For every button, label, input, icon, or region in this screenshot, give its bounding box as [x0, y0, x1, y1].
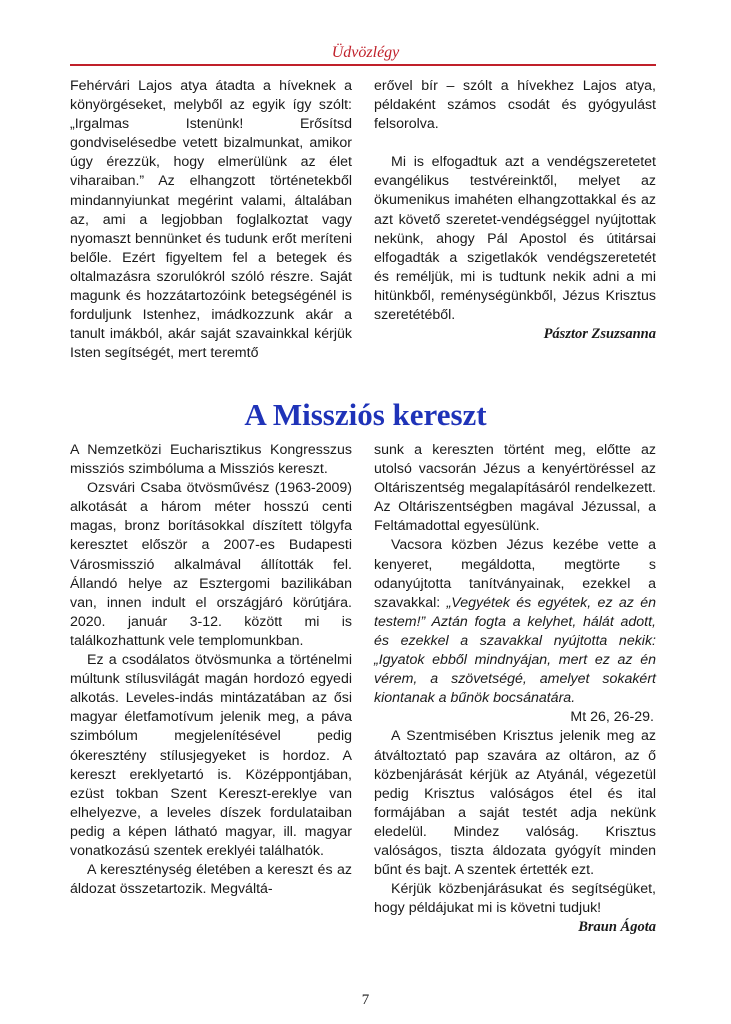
article2-paragraph: Ez a csodálatos ötvösmunka a történelmi múltunk stílusvilágát magán hordozó egyedi alkotás. Leveles-indás mintázatában az ősi magyar életfamotívum jelenik meg, a páva szimbólum megjelenítésével pedig ókeresztény stílusjegyeket is hordoz. A kereszt ereklyetartó is. Középpontjában, ezüst tokban Szent Kereszt-ereklye van elhelyezve, a leveles díszek fordulataiban pedig a képen látható magyar, ill. magyar vonatkozású szentek ereklyéi találhatók.: [70, 652, 352, 859]
article-title: A Missziós kereszt: [244, 397, 487, 432]
article2-paragraph: [374, 880, 656, 936]
article2-paragraph: A Szentmisében Krisztus jelenik meg az átváltoztató pap szavára az oltáron, az ő közbenjárását kérjük az Atyánál, végezetül pedig Krisztus valóságos étel és ital formájában a saját testét adja nekünk eledelül. Mindez valóság. Krisztus valóságos, tiszta áldozata gyógyít minden bűnt és bajt. A szentek értették ezt.: [374, 728, 656, 879]
article2-paragraph: [374, 536, 656, 708]
article1-paragraph: erővel bír – szólt a hívekhez Lajos atya, példaként számos csodát és gyógyulást felsorolva.: [374, 78, 656, 133]
article2-column-right: [374, 441, 656, 937]
header-rule: [70, 64, 656, 66]
article2-paragraph: Ozsvári Csaba ötvösművész (1963-2009) alkotását a három méter hosszú centi magas, bronz borításokkal díszített tölgyfa keresztet először a 2007-es Budapesti Városmisszió alkalmával állították fel. Állandó helye az Esztergomi bazilikában van, innen indult el országjáró körútjára. 2020. január 3-12. között mi is találkozhattunk vele templomunkban.: [70, 480, 352, 649]
article2-paragraph: A kereszténység életében a kereszt és az áldozat összetartozik. Megváltá-: [70, 862, 352, 898]
article2-column-left: [70, 441, 352, 899]
scripture-reference: Mt 26, 26-29.: [570, 709, 654, 726]
article2-paragraph: sunk a kereszten történt meg, előtte az utolsó vacsorán Jézus a kenyértöréssel az Oltáriszentség megalapításáról rendelkezett. Az Oltáriszentségben magával Jézussal, a Feltámadottal egyesülünk.: [374, 442, 656, 535]
section-title: Üdvözlégy: [331, 44, 400, 61]
article2-text: Vacsora közben Jézus kezébe vette a kenyeret, megáldotta, megtörte s odanyújtotta tanítványainak, ezekkel a szavakkal:: [374, 537, 656, 611]
article1-column-right: [374, 77, 656, 344]
article1-author: Pásztor Zsuzsanna: [543, 326, 656, 343]
article2-author: Braun Ágota: [578, 919, 656, 936]
article1-column-left: [70, 77, 352, 363]
article1-paragraph: Mi is elfogadtuk azt a vendégszeretetet evangélikus testvéreinktől, melyet az ökumenikus imahéten elhangzottakkal és az azt követő szeretet-vendégséggel nyújtottak nekünk, ahogy Pál Apostol és útitársai elfogadták a szigetlakók vendégszeretetét és reméljük, mi is tudtunk nekik adni a mi hitünkből, reménységünkből, Jézus Krisztus szeretétéből.: [374, 154, 656, 324]
scripture-quote: „Vegyétek és egyétek, ez az én testem!” Aztán fogta a kelyhet, hálát adott, és ezekkel a szavakkal nyújtotta nekik: „Igyatok ebből mindnyájan, mert ez az én vérem, a szövetségé, amelyet sokakért kiontanak a bűnök bocsánatára.: [374, 594, 656, 707]
article1-paragraph: Fehérvári Lajos atya átadta a híveknek a könyörgéseket, melyből az egyik így szólt: „Irgalmas Istenünk! Erősítsd gondviselésedbe vetett bizalmunkat, amikor úgy érezzük, hogy elmerülünk az élet viharaiban.” Az elhangzott történetekből mindannyiunkat megérint valami, általában az, ami a legjobban foglalkoztat vagy nyomaszt bennünket és tudunk erőt meríteni belőle. Ezért figyeltem fel a betegek és oltalmazásra szorulókról szóló részre. Saját magunk és hozzátartozóink betegségénél is forduljunk Istenhez, imádkozzunk akár a tanult imákból, akár saját szavainkkal kérjük Isten segítségét, mert teremtő: [70, 78, 352, 362]
page-number: 7: [361, 992, 370, 1008]
article2-paragraph: A Nemzetközi Eucharisztikus Kongresszus missziós szimbóluma a Missziós kereszt.: [70, 442, 352, 478]
article2-text: Kérjük közbenjárásukat és segítségüket, hogy példájukat mi is követni tudjuk!: [374, 881, 656, 917]
